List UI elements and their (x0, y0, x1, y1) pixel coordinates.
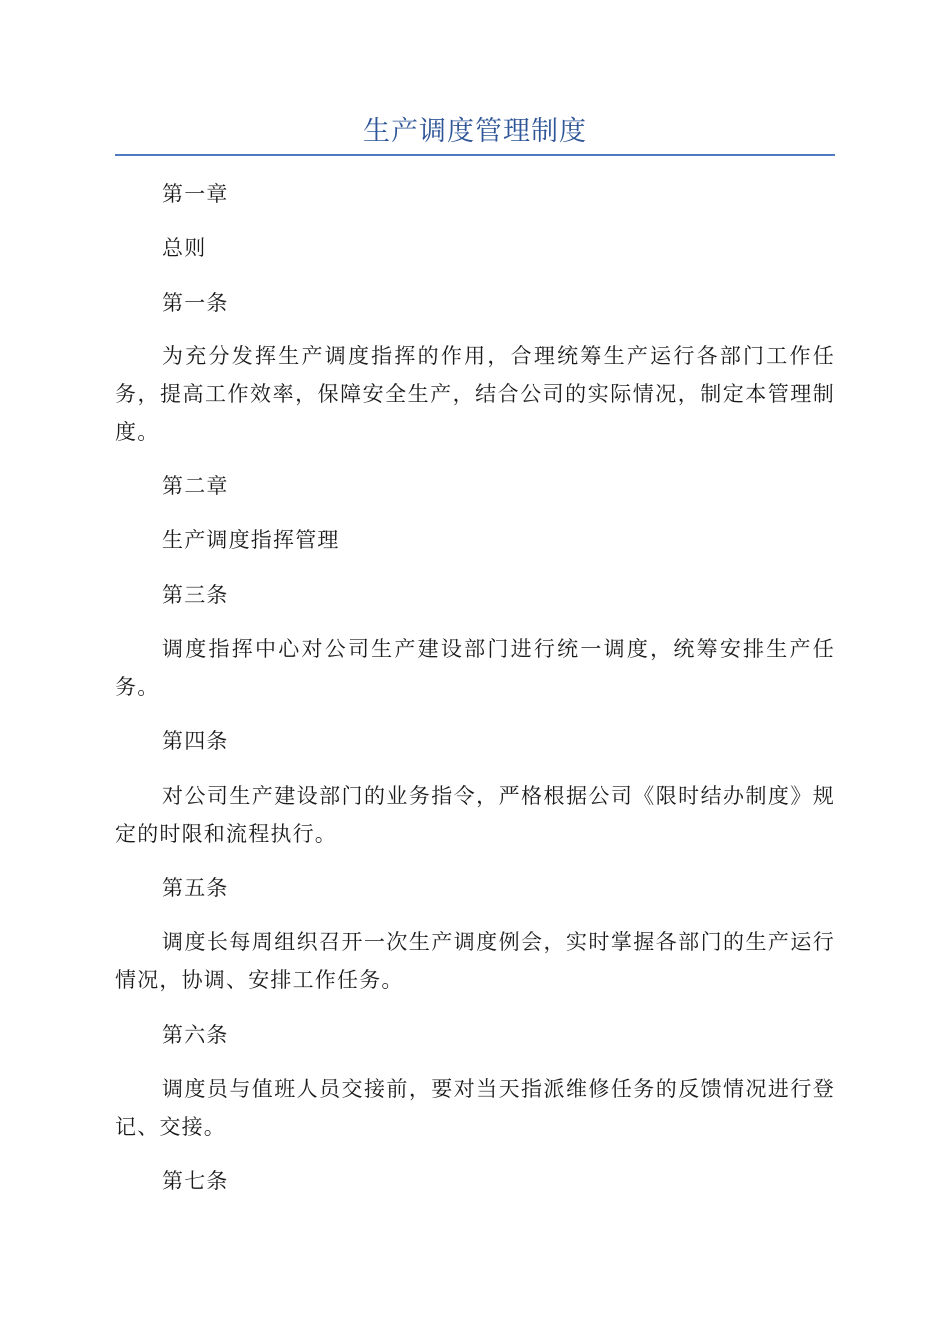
chapter-heading: 第二章 (162, 474, 229, 498)
article-body: 为充分发挥生产调度指挥的作用，合理统筹生产运行各部门工作任务，提高工作效率，保障安全生产，结合公司的实际情况，制定本管理制度。 (115, 344, 835, 444)
article-body: 调度员与值班人员交接前，要对当天指派维修任务的反馈情况进行登记、交接。 (115, 1077, 835, 1139)
article-heading: 第七条 (162, 1169, 229, 1193)
chapter-subtitle: 总则 (162, 236, 207, 260)
article-heading: 第三条 (162, 583, 229, 607)
title-underline (115, 154, 835, 156)
article-body: 对公司生产建设部门的业务指令，严格根据公司《限时结办制度》规定的时限和流程执行。 (115, 784, 835, 846)
article-heading: 第五条 (162, 876, 229, 900)
chapter-heading: 第一章 (162, 182, 229, 206)
article-heading: 第六条 (162, 1023, 229, 1047)
document-title: 生产调度管理制度 (363, 116, 587, 147)
article-body: 调度长每周组织召开一次生产调度例会，实时掌握各部门的生产运行情况，协调、安排工作任务。 (115, 930, 835, 992)
article-body: 调度指挥中心对公司生产建设部门进行统一调度，统筹安排生产任务。 (115, 637, 835, 699)
article-heading: 第四条 (162, 729, 229, 753)
article-heading: 第一条 (162, 291, 229, 315)
chapter-subtitle: 生产调度指挥管理 (162, 528, 340, 552)
